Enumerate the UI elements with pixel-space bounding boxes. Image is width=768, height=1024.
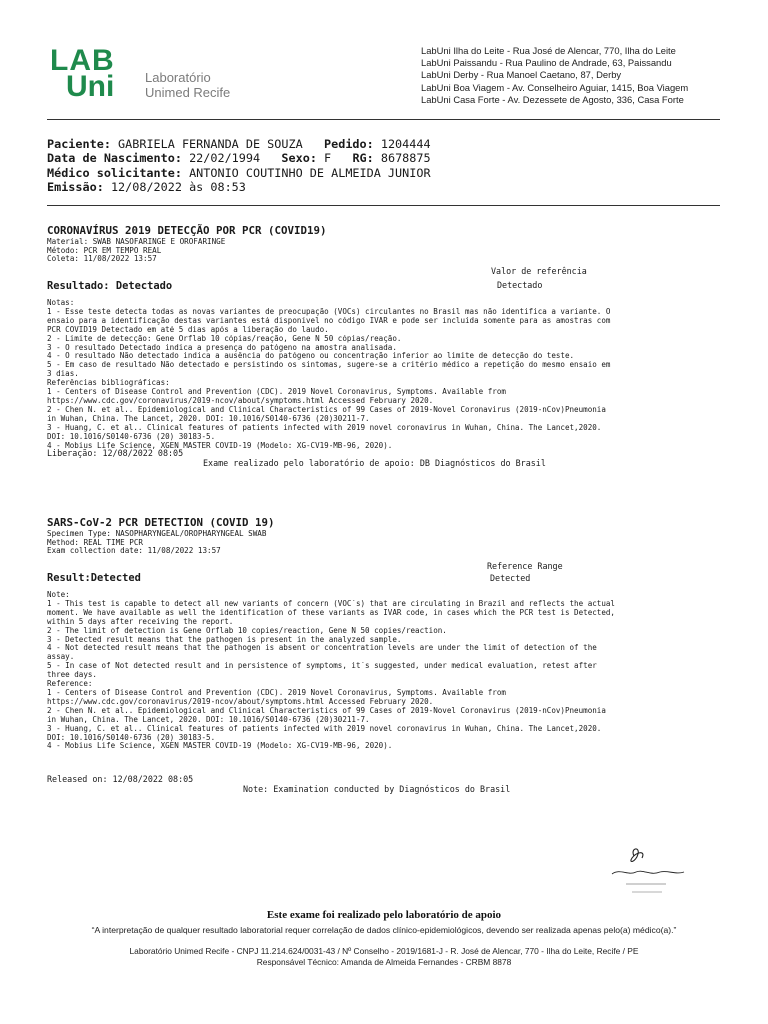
en-method: Method: REAL TIME PCR [47, 537, 144, 547]
dob-label: Data de Nascimento: [47, 151, 182, 166]
rg-label: RG: [352, 151, 374, 166]
lab-logo [50, 44, 260, 103]
en-note-line: https://www.cdc.gov/coronavirus/2019-ncov/about/symptoms.html Accessed February 2020. [47, 697, 434, 706]
sex-value: F [324, 151, 332, 166]
en-note-line: moment. We have available as well the identification of these variants as IVAR code, in cases which the PCR test is Detected, [47, 608, 615, 617]
unit-addresses [421, 45, 688, 106]
en-note-line: three days. [47, 671, 97, 680]
footer-disclaimer: “A interpretação de qualquer resultado laboratorial requer correlação de dados clínico-epidemiológicos, devendo ser realizada apenas pelo(a) médico(a).” [91, 925, 677, 935]
pt-note-line: 3 dias. [47, 370, 79, 379]
en-note-line: within 5 days after receiving the report. [47, 617, 234, 626]
sex-label: Sexo: [281, 151, 317, 166]
issue-label: Emissão: [47, 179, 104, 194]
pt-note-line: 4 - Mobius Life Science, XGEN MASTER COVID-19 (Modelo: XG-CV19-MB-96, 2020). [47, 441, 393, 450]
pt-note-line: 4 - O resultado Não detectado indica a ausência do patógeno ou concentração inferior ao limite de detecção do teste. [47, 352, 575, 361]
pt-note-line: ensaio para a identificação destas variantes está disponível no código IVAR e pode ser incluída somente para as amostras com [47, 316, 611, 325]
pt-note-line: Referências bibliográficas: [47, 379, 170, 388]
en-notes [47, 591, 721, 751]
logo-lab-text: LAB [50, 44, 115, 77]
en-reference [487, 560, 563, 584]
pt-collection: Coleta: 11/08/2022 13:57 [47, 254, 157, 264]
patient-row-3 [47, 166, 431, 180]
doctor-name: ANTONIO COUTINHO DE ALMEIDA JUNIOR [189, 165, 431, 180]
patient-name: GABRIELA FERNANDA DE SOUZA [118, 137, 303, 151]
footer-technician: Responsável Técnico: Amanda de Almeida Fernandes - CRBM 8878 [256, 956, 512, 967]
footer-company-info [0, 946, 768, 967]
en-note-line: 5 - In case of Not detected result and in persistence of symptoms, it´s suggested, under medical evaluation, retest after [47, 662, 597, 671]
en-note-line: 4 - Not detected result means that the pathogen is absent or concentration levels are under the limit of detection of the [47, 644, 597, 653]
pt-exam-meta [47, 238, 225, 264]
pt-note-line: 2 - Limite de detecção: Gene Orflab 10 cópias/reação, Gene N 50 cópias/reação. [47, 334, 402, 343]
pt-reference [491, 265, 587, 291]
pt-material: Material: SWAB NASOFARINGE E OROFARINGE [47, 237, 226, 246]
logo-subtitle-2: Unimed Recife [145, 85, 231, 100]
order-label: Pedido: [324, 137, 374, 151]
en-note-line: 1 - This test is capable to detect all new variants of concern (VOC´s) that are circulating in Brazil and reflects the actual [47, 599, 615, 608]
logo-uni-text: Uni [66, 70, 115, 103]
pt-method: Método: PCR EM TEMPO REAL [47, 245, 162, 255]
en-specimen: Specimen Type: NASOPHARYNGEAL/OROPHARYNGEAL SWAB [47, 529, 267, 538]
rg-value: 8678875 [380, 151, 431, 166]
en-release: Released on: 12/08/2022 08:05 [47, 774, 194, 784]
en-note-line: 3 - Detected result means that the pathogen is present in the analyzed sample. [47, 635, 402, 644]
order-number: 1204444 [380, 137, 431, 151]
doctor-label: Médico solicitante: [47, 165, 182, 180]
unit-address: LabUni Derby - Rua Manoel Caetano, 87, Derby [421, 69, 622, 81]
patient-row-2 [47, 151, 431, 165]
pt-note-line: in Wuhan, China. The Lancet, 2020. DOI: 10.1016/S0140-6736 (20)30211-7. [47, 414, 370, 423]
footer-company: Laboratório Unimed Recife - CNPJ 11.214.624/0031-43 / Nº Conselho - 2019/1681-J - R. José de Alencar, 770 - Ilha do Leite, Recife / PE [129, 946, 639, 956]
en-note-line: 2 - Chen N. et al.. Epidemiological and Clinical Characteristics of 99 Cases of 2019-Novel Coronavirus (2019-nCov)Pneumonia [47, 706, 606, 715]
en-note-line: 3 - Huang, C. et al.. Clinical features of patients infected with 2019 novel coronavirus in Wuhan, China. The Lancet,2020. [47, 724, 602, 733]
pt-support-lab: Exame realizado pelo laboratório de apoio: DB Diagnósticos do Brasil [203, 458, 546, 468]
pt-note-line: Notas: [47, 299, 75, 307]
patient-name-label: Paciente: [47, 137, 111, 151]
en-result: Result:Detected [47, 572, 141, 584]
unit-address: LabUni Boa Viagem - Av. Conselheiro Aguiar, 1415, Boa Viagem [421, 81, 689, 93]
patient-divider [47, 205, 720, 206]
unit-address: LabUni Paissandu - Rua Paulino de Andrade, 63, Paissandu [421, 57, 672, 69]
patient-row-4 [47, 180, 431, 194]
en-note-line: 2 - The limit of detection is Gene Orflab 10 copies/reaction, Gene N 50 copies/reaction. [47, 626, 447, 635]
en-exam-title: SARS-CoV-2 PCR DETECTION (COVID 19) [47, 516, 275, 529]
pt-exam-title: CORONAVÍRUS 2019 DETECÇÃO POR PCR (COVID19) [47, 224, 327, 237]
en-note-line: DOI: 10.1016/S0140-6736 (20) 30183-5. [47, 733, 216, 742]
en-exam-meta [47, 530, 266, 556]
issue-date: 12/08/2022 às 08:53 [110, 179, 246, 194]
en-reference-label: Reference Range [487, 561, 563, 571]
en-note-line: assay. [47, 653, 75, 662]
pt-notes [47, 299, 721, 450]
pt-note-line: DOI: 10.1016/S0140-6736 (20) 30183-5. [47, 432, 216, 441]
en-note-line: Note: [47, 591, 70, 599]
pt-note-line: PCR COVID19 Detectado em até 5 dias após a liberação do laudo. [47, 325, 329, 334]
en-note-line: 1 - Centers of Disease Control and Prevention (CDC). 2019 Novel Coronavirus, Symptoms. Available from [47, 688, 506, 697]
pt-reference-label: Valor de referência [491, 266, 587, 276]
en-note-line: Reference: [47, 680, 93, 689]
pt-note-line: 1 - Esse teste detecta todas as novas variantes de preocupação (VOCs) circulantes no Brasil mas não identifica a variante. O [47, 307, 611, 316]
patient-info [47, 137, 431, 194]
patient-row-1 [47, 137, 431, 151]
pt-note-line: https://www.cdc.gov/coronavirus/2019-ncov/about/symptoms.html Accessed February 2020. [47, 396, 434, 405]
pt-result: Resultado: Detectado [47, 280, 173, 292]
en-collection: Exam collection date: 11/08/2022 13:57 [47, 546, 221, 556]
signature-image [590, 842, 702, 900]
en-note-line: in Wuhan, China. The Lancet, 2020. DOI: 10.1016/S0140-6736 (20)30211-7. [47, 715, 370, 724]
unit-address: LabUni Casa Forte - Av. Dezessete de Agosto, 336, Casa Forte [421, 93, 684, 105]
pt-note-line: 3 - Huang, C. et al.. Clinical features of patients infected with 2019 novel coronavirus in Wuhan, China. The Lancet,2020. [47, 423, 602, 432]
pt-note-line: 1 - Centers of Disease Control and Prevention (CDC). 2019 Novel Coronavirus, Symptoms. Available from [47, 388, 506, 397]
pt-reference-value: Detectado [497, 280, 543, 290]
en-note-line: 4 - Mobius Life Science, XGEN MASTER COVID-19 (Modelo: XG-CV19-MB-96, 2020). [47, 742, 393, 751]
pt-note-line: 3 - O resultado Detectado indica a presença do patógeno na amostra analisada. [47, 343, 397, 352]
logo-subtitle-1: Laboratório [145, 70, 211, 85]
header-divider [47, 119, 720, 120]
pt-release: Liberação: 12/08/2022 08:05 [47, 448, 184, 458]
en-reference-value: Detected [490, 573, 531, 583]
pt-note-line: 2 - Chen N. et al.. Epidemiological and Clinical Characteristics of 99 Cases of 2019-Novel Coronavirus (2019-nCov)Pneumonia [47, 405, 606, 414]
en-support-lab: Note: Examination conducted by Diagnósticos do Brasil [243, 784, 511, 794]
dob-value: 22/02/1994 [189, 151, 261, 166]
pt-note-line: 5 - Em caso de resultado Não detectado e persistindo os sintomas, sugere-se a critério médico a repetição do mesmo ensaio em [47, 361, 611, 370]
footer-title: Este exame foi realizado pelo laboratório de apoio [266, 909, 502, 921]
unit-address: LabUni Ilha do Leite - Rua José de Alencar, 770, Ilha do Leite [421, 45, 676, 56]
